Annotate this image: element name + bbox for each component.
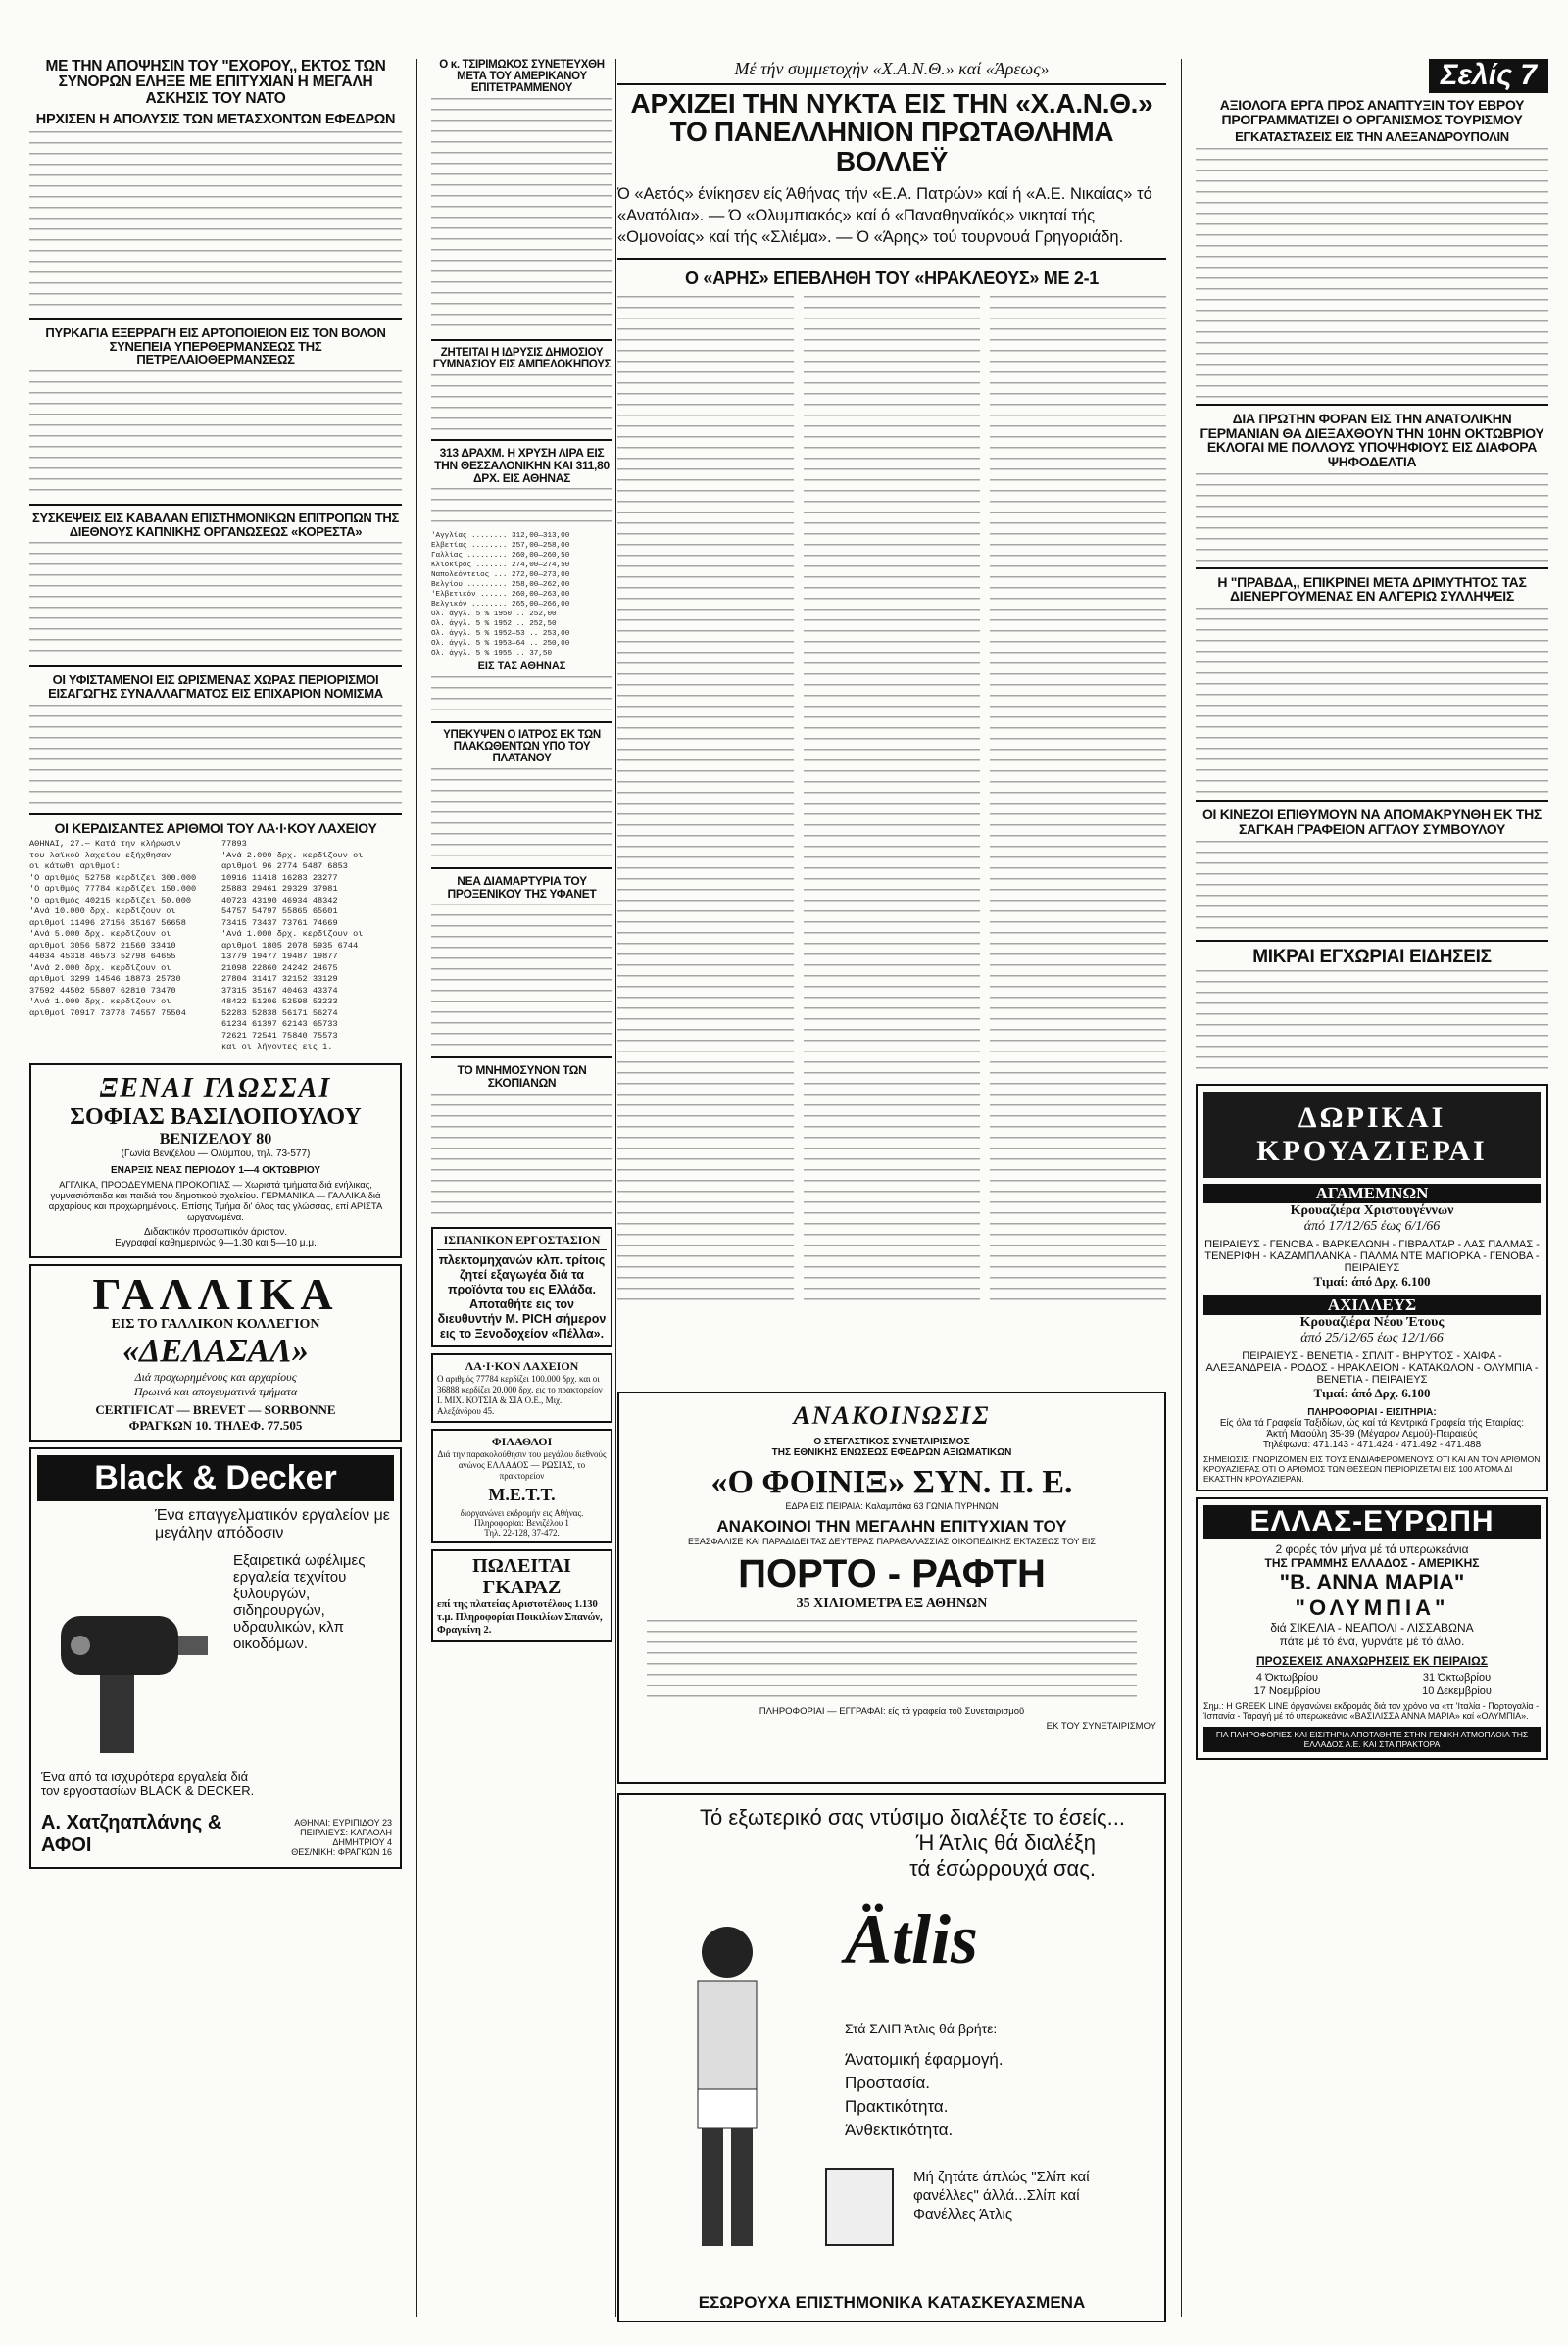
article-body — [431, 488, 612, 527]
headline-protest: ΝΕΑ ΔΙΑΜΑΡΤΥΡΙΑ ΤΟΥ ΠΡΟΞΕΝΙΚΟΥ ΤΗΣ ΥΦΑΝΕΤ — [447, 874, 597, 901]
ship-1-dates: άπό 17/12/65 έως 6/1/66 — [1303, 1219, 1441, 1235]
drill-icon — [41, 1577, 218, 1773]
ad-french-t2: Πρωινά και απογευματινά τμήματα — [133, 1384, 298, 1398]
atlis-ask: Μή ζητάτε άπλώς "Σλίπ καί φανέλλες" άλλά...Σλίπ καί Φανέλλες Άτλις — [913, 2169, 1090, 2223]
ge-route-2: πάτε μέ τό ένα, γυρνάτε μέ τό άλλο. — [1279, 1635, 1465, 1649]
ship-2-dates: άπό 25/12/65 έως 12/1/66 — [1300, 1331, 1444, 1346]
cruise-address: Άκτή Μιαούλη 35-39 (Μέγαρον Λεμού)-Πειραιεύς — [1266, 1429, 1478, 1441]
bd-addresses — [255, 1818, 392, 1857]
drill-illustration — [41, 1577, 218, 1773]
divider — [1196, 404, 1548, 406]
article-body — [431, 374, 612, 433]
article-body — [29, 131, 402, 313]
ad-spanish-text: πλεκτομηχανών κλπ. τρίτοις ζητεί εξαγωγέα διά τα προϊόντα του εις Ελλάδα. Αποταθήτε εις τον διευθυντήν Μ. PICH σήμερον εις το Ξενοδοχείον «Πέλλα». — [437, 1252, 607, 1341]
ad-hellas-europe — [1196, 1497, 1548, 1760]
cruise-note: ΣΗΜΕΙΩΣΙΣ: ΓΝΩΡΙΖΟΜΕΝ ΕΙΣ ΤΟΥΣ ΕΝΔΙΑΦΕΡΟΜΕΝΟΥΣ ΟΤΙ ΚΑΙ ΑΝ ΤΟΝ ΑΡΙΘΜΟΝ ΚΡΟΥΑΖΙΕΡΑΣ ΟΤΙ Ο ΑΡΙΘΜΟΣ ΤΩΝ ΘΕΣΕΩΝ ΠΕΡΙΟΡΙΖΕΤΑΙ ΕΙΣ 100 ΑΤΟΜΑ ΔΙ ΕΚΑΣΤΗΝ ΚΡΟΥΑΖΙΕΡΑΝ. — [1203, 1454, 1541, 1485]
ad-phoenix — [617, 1392, 1166, 1784]
ge-title: ΕΛΛΑΣ-ΕΥΡΩΠΗ — [1203, 1505, 1541, 1539]
headline-gold-pound: 313 ΔΡΑΧΜ. Η ΧΡΥΣΗ ΛΙΡΑ ΕΙΣ ΤΗΝ ΘΕΣΣΑΛΟΝΙΚΗΝ ΚΑΙ 311,80 ΔΡΧ. ΕΙΣ ΑΘΗΝΑΣ — [434, 446, 610, 485]
headline-gymnasium: ΖΗΤΕΙΤΑΙ Η ΙΔΡΥΣΙΣ ΔΗΜΟΣΙΟΥ ΓΥΜΝΑΣΙΟΥ ΕΙΣ ΑΜΠΕΛΟΚΗΠΟΥΣ — [432, 347, 612, 371]
ad-french-t3: CERTIFICAT — BREVET — SORBONNE — [95, 1401, 336, 1417]
ge-departure-4: 10 Δεκεμβρίου — [1422, 1686, 1492, 1698]
divider — [431, 339, 612, 341]
article-body — [431, 768, 612, 861]
headline-aris: Ο «ΑΡΗΣ» ΕΠΕΒΛΗΘΗ ΤΟΥ «ΗΡΑΚΛΕΟΥΣ» ΜΕ 2-1 — [684, 269, 1100, 289]
ship-2-route: ΠΕΙΡΑΙΕΥΣ - ΒΕΝΕΤΙΑ - ΣΠΛΙΤ - ΒΗΡΥΤΟΣ - ΧΑΙΦΑ - ΑΛΕΞΑΝΔΡΕΙΑ - ΡΟΔΟΣ - ΗΡΑΚΛΕΙΟΝ - ΚΑΤΑΚΩΛΟΝ - ΟΛΥΜΠΙΑ - ΒΕΝΕΤΙΑ - ΠΕΙΡΑΙΕΥΣ — [1205, 1350, 1539, 1387]
ad-phoenix-small: ΕΞΑΣΦΑΛΙΣΕ ΚΑΙ ΠΑΡΑΔΙΔΕΙ ΤΑΣ ΔΕΥΤΕΡΑΣ ΠΑΡΑΘΑΛΑΣΣΙΑΣ ΟΙΚΟΠΕΔΙΚΗΣ ΕΚΤΑΣΕΩΣ ΤΟΥ ΕΙΣ — [688, 1537, 1096, 1546]
ad-lottery-text: Ο αριθμός 77784 κερδίζει 100.000 δρχ. και οι 36888 κερδίζει 20.000 δρχ. εις το πρακτορείον Ι. ΜΙΧ. ΚΟΤΣΙΑ & ΣΙΑ Ο.Ε., Μιχ. Αλεξάνδρου 45. — [437, 1373, 603, 1416]
ad-phoenix-place: ΠΟΡΤΟ - ΡΑΦΤΗ — [738, 1552, 1046, 1595]
ge-ship-1: "Β. ΑΝΝΑ ΜΑΡΙΑ" — [1279, 1570, 1465, 1595]
ge-departure-3: 17 Νοεμβρίου — [1253, 1686, 1321, 1698]
ad-french-t1: Διά προχωρημένους και αρχαρίους — [134, 1369, 297, 1384]
ad-fans — [431, 1429, 612, 1543]
ge-route: διά ΣΙΚΕΛΙΑ - ΝΕΑΠΟΛΙ - ΛΙΣΣΑΒΩΝΑ — [1270, 1621, 1474, 1636]
headline-volos-fire: ΠΥΡΚΑΓΙΑ ΕΞΕΡΡΑΓΗ ΕΙΣ ΑΡΤΟΠΟΙΕΙΟΝ ΕΙΣ ΤΟΝ ΒΟΛΟΝ ΣΥΝΕΠΕΙΑ ΥΠΕΡΘΕΡΜΑΝΣΕΩΣ ΤΗΣ ΠΕΤΡΕΛΑΙΟΘΕΡΜΑΝΣΕΩΣ — [45, 325, 386, 367]
ad-atlis — [617, 1793, 1166, 2322]
column-4 — [1196, 59, 1548, 2326]
cruise-banner — [1203, 1092, 1541, 1178]
ad-phoenix-title: ΑΝΑΚΟΙΝΩΣΙΣ — [793, 1401, 991, 1430]
ad-french-title: ΓΑΛΛΙΚΑ — [92, 1268, 339, 1319]
bd-text-1: Ένα επαγγελματικόν εργαλείον με μεγάλην απόδοσιν — [155, 1506, 390, 1541]
ship-1-trip: Κρουαζιέρα Χριστουγέννων — [1290, 1203, 1454, 1219]
cruise-title: ΔΩΡΙΚΑΙ ΚΡΟΥΑΖΙΕΡΑΙ — [1256, 1101, 1488, 1168]
ge-departures-title: ΠΡΟΣΕΧΕΙΣ ΑΝΑΧΩΡΗΣΕΙΣ ΕΚ ΠΕΙΡΑΙΩΣ — [1256, 1654, 1488, 1669]
divider — [617, 258, 1166, 260]
ad-languages-period: ΕΝΑΡΞΙΣ ΝΕΑΣ ΠΕΡΙΟΔΟΥ 1—4 ΟΚΤΩΒΡΙΟΥ — [110, 1164, 321, 1176]
ad-french-sub: ΕΙΣ ΤΟ ΓΑΛΛΙΚΟΝ ΚΟΛΛΕΓΙΟΝ — [111, 1316, 320, 1332]
bd-dealer: Α. Χατζηαπλάνης & ΑΦΟΙ — [41, 1811, 222, 1856]
bd-text-2: Εξαιρετικά ωφέλιμες εργαλεία τεχνίτου ξυλουργών, σιδηρουργών, υδραυλικών, κλπ οικοδόμων. — [233, 1551, 366, 1652]
page-masthead — [1196, 59, 1548, 92]
ad-garage-title: ΠΩΛΕΙΤΑΙ ΓΚΑΡΑΖ — [472, 1554, 571, 1598]
atlis-features — [845, 2048, 1004, 2142]
divider — [29, 318, 402, 320]
ad-fans-name: Μ.Ε.Τ.Τ. — [488, 1484, 556, 1504]
ad-fans-tel: Τηλ. 22-128, 37-472. — [484, 1527, 560, 1538]
ad-fans-text: Διά την παρακολούθησιν του μεγάλου διεθνούς αγώνος ΕΛΛΑΔΟΣ — ΡΩΣΙΑΣ, το πρακτορείον — [437, 1448, 607, 1481]
ship-2-trip: Κρουαζιέρα Νέου Έτους — [1299, 1315, 1445, 1331]
headline-evros: ΑΞΙΟΛΟΓΑ ΕΡΓΑ ΠΡΟΣ ΑΝΑΠΤΥΞΙΝ ΤΟΥ ΕΒΡΟΥ ΠΡΟΓΡΑΜΜΑΤΙΖΕΙ Ο ΟΡΓΑΝΙΣΜΟΣ ΤΟΥΡΙΣΜΟΥ — [1219, 97, 1525, 127]
gold-price-table: 'Αγγλίας ........ 312,00—313,00 Ελβετίας ........ 257,00—258,00 Γαλλίας ......... 260,00—260,50 Κλιοκίρος ....... 274,00—274,50 Ναπολεόντειος ... 272,00—273,00 Βελγίου ......... 258,00—262,00 'Ελβετικόν ...... 260,00—263,00 Βελγικόν ........ 265,00—266,00 Ολ. άγγλ. 5 % 1950 .. 252,00 Ολ. άγγλ. 5 % 1952 .. 252,50 Ολ. άγγλ. 5 % 1952—53 .. 253,00 Ολ. άγγλ. 5 % 1953—64 .. 250,00 Ολ. άγγλ. 5 % 1955 .. 37,50 — [431, 532, 570, 659]
headline-currency: ΟΙ ΥΦΙΣΤΑΜΕΝΟΙ ΕΙΣ ΩΡΙΣΜΕΝΑΣ ΧΩΡΑΣ ΠΕΡΙΟΡΙΣΜΟΙ ΕΙΣΑΓΩΓΗΣ ΣΥΝΑΛΛΑΓΜΑΤΟΣ ΕΙΣ ΕΠΙΧΑΡΙΟΝ ΝΟΜΙΣΜΑ — [48, 672, 383, 701]
article-body — [29, 370, 402, 498]
divider — [431, 439, 612, 441]
ge-text-2: ΤΗΣ ΓΡΑΜΜΗΣ ΕΛΛΑΔΟΣ - ΑΜΕΡΙΚΗΣ — [1264, 1556, 1480, 1571]
ad-phoenix-km: 35 ΧΙΛΙΟΜΕΤΡΑ ΕΞ ΑΘΗΝΩΝ — [796, 1596, 988, 1611]
cruise-info-2: Είς όλα τά Γραφεία Ταξιδίων, ώς καί τά Κεντρικά Γραφεία τής Εταιρίας: — [1219, 1418, 1525, 1430]
main-headline: ΑΡΧΙΖΕΙ ΤΗΝ ΝΥΚΤΑ ΕΙΣ ΤΗΝ «Χ.Α.Ν.Θ.» ΤΟ ΠΑΝΕΛΛΗΝΙΟΝ ΠΡΩΤΑΘΛΗΜΑ ΒΟΛΛΕΫ — [617, 83, 1166, 175]
ge-footer: ΓΙΑ ΠΛΗΡΟΦΟΡΙΕΣ ΚΑΙ ΕΙΣΙΤΗΡΙΑ ΑΠΟΤΑΘΗΤΕ ΣΤΗΝ ΓΕΝΙΚΗ ΑΤΜΟΠΛΟΙΑ ΤΗΣ ΕΛΛΑΔΟΣ Α.Ε. ΚΑΙ ΣΤΑ ΠΡΑΚΤΟΡΑ — [1203, 1727, 1541, 1752]
article-body — [990, 296, 1166, 1305]
ad-french-name: «ΔΕΛΑΣΑΛ» — [122, 1332, 309, 1369]
gold-footer: ΕΙΣ ΤΑΣ ΑΘΗΝΑΣ — [477, 660, 566, 673]
subheadline-reservists: ΗΡΧΙΣΕΝ Η ΑΠΟΛΥΣΙΣ ΤΩΝ ΜΕΤΑΣΧΟΝΤΩΝ ΕΦΕΔΡΩΝ — [35, 111, 396, 127]
atlis-feature-1: Άνατομική έφαρμογή. — [845, 2050, 1004, 2069]
headline-east-germany: ΔΙΑ ΠΡΩΤΗΝ ΦΟΡΑΝ ΕΙΣ ΤΗΝ ΑΝΑΤΟΛΙΚΗΝ ΓΕΡΜΑΝΙΑΝ ΘΑ ΔΙΕΞΑΧΘΟΥΝ ΤΗΝ 10ΗΝ ΟΚΤΩΒΡΙΟΥ ΕΚΛΟΓΑΙ ΜΕ ΠΟΛΛΟΥΣ ΥΠΟΨΗΦΙΟΥΣ ΕΙΣ ΔΙΑΦΟΡΑ ΨΗΦΟΔΕΛΤΙΑ — [1200, 411, 1544, 470]
ship-1-price: Τιμαί: άπό Δρχ. 6.100 — [1313, 1274, 1431, 1290]
ship-2-price: Τιμαί: άπό Δρχ. 6.100 — [1313, 1386, 1431, 1401]
ad-lottery-title: ΛΑ·Ι·ΚΟΝ ΛΑΧΕΙΟΝ — [465, 1358, 579, 1373]
article-body — [29, 542, 402, 660]
article-body — [431, 904, 612, 1051]
ad-phoenix-info: ΠΛΗΡΟΦΟΡΙΑΙ — ΕΓΓΡΑΦΑΙ: είς τά γραφεία τοῦ Συνεταιρισμοῦ — [759, 1706, 1025, 1717]
column-1 — [29, 59, 402, 2326]
ad-languages — [29, 1063, 402, 1258]
page-number: Σελίς 7 — [1429, 59, 1548, 93]
atlis-where: Στά ΣΛΙΠ Άτλις θά βρήτε: — [845, 2021, 998, 2036]
ad-languages-title: ΞΕΝΑΙ ΓΛΩΣΣΑΙ — [99, 1072, 332, 1103]
divider — [29, 504, 402, 506]
article-body — [1196, 608, 1548, 794]
headline-memorial: ΤΟ ΜΝΗΜΟΣΥΝΟΝ ΤΩΝ ΣΚΟΠΙΑΝΩΝ — [457, 1063, 587, 1091]
article-body — [804, 296, 980, 1305]
lottery-results — [29, 839, 402, 1053]
lottery-left: ΑΘΗΝΑΙ, 27.— Κατά την κλήρωσιν του λαϊκού λαχείου εξήχθησαν οι κάτωθι αριθμοί: 'Ο αριθμός 52758 κερδίζει 300.000 'Ο αριθμός 77784 κερδίζει 150.000 'Ο αριθμός 40215 κερδίζει 50.000 'Ανά 10.000 δρχ. κερδίζουν οι αριθμοί 11496 27156 35167 56658 'Ανά 5.000 δρχ. κερδίζουν οι αριθμοί 3056 5872 21560 33410 44034 45318 46573 52798 64655 'Ανά 2.000 δρχ. κερδίζουν οι αριθμοί 3299 14546 18873 25730 37592 44502 55807 62810 73470 'Ανά 1.000 δρχ. κερδίζουν οι αριθμοί 70917 73778 74557 75504 — [29, 839, 197, 1018]
ad-spanish-factory — [431, 1227, 612, 1347]
divider — [29, 813, 402, 815]
headline-doctor: ΥΠΕΚΥΨΕΝ Ο ΙΑΤΡΟΣ ΕΚ ΤΩΝ ΠΛΑΚΩΘΕΝΤΩΝ ΥΠΟ ΤΟΥ ΠΛΑΤΑΝΟΥ — [443, 729, 601, 765]
divider — [1196, 800, 1548, 802]
bd-text-3: Ένα από τα ισχυρότερα εργαλεία διά τον εργοστασίων BLACK & DECKER. — [41, 1768, 255, 1798]
ship-1-route: ΠΕΙΡΑΙΕΥΣ - ΓΕΝΟΒΑ - ΒΑΡΚΕΛΩΝΗ - ΓΙΒΡΑΛΤΑΡ - ΛΑΣ ΠΑΛΜΑΣ - ΤΕΝΕΡΙΦΗ - ΚΑΖΑΜΠΛΑΝΚΑ - ΠΑΛΜΑ ΝΤΕ ΜΑΓΙΟΡΚΑ - ΓΕΝΟΒΑ - ΠΕΙΡΑΙΕΥΣ — [1204, 1239, 1540, 1275]
article-body — [1196, 970, 1548, 1078]
bd-address-3: ΘΕΣ/ΝΙΚΗ: ΦΡΑΓΚΩΝ 16 — [291, 1846, 392, 1857]
headline-shanghai: ΟΙ ΚΙΝΕΖΟΙ ΕΠΙΘΥΜΟΥΝ ΝΑ ΑΠΟΜΑΚΡΥΝΘΗ ΕΚ ΤΗΣ ΣΑΓΚΑΗ ΓΡΑΦΕΙΟΝ ΑΓΓΛΟΥ ΣΥΜΒΟΥΛΟΥ — [1201, 806, 1543, 837]
column-3 — [617, 59, 1166, 2326]
ad-fans-text-2: διοργανώνει εκδρομήν εις Αθήνας. — [460, 1507, 584, 1518]
ad-garage — [431, 1549, 612, 1642]
atlis-box-icon — [825, 2168, 894, 2246]
ge-departures — [1203, 1672, 1541, 1697]
column-2 — [431, 59, 612, 2326]
column-rule — [615, 59, 616, 2317]
divider — [431, 1056, 612, 1058]
ad-phoenix-info-2: ΕΚ ΤΟΥ ΣΥΝΕΤΑΙΡΙΣΜΟΥ — [1046, 1721, 1156, 1732]
ad-phoenix-name: «Ο ΦΟΙΝΙΞ» ΣΥΝ. Π. Ε. — [710, 1464, 1073, 1500]
divider — [431, 721, 612, 723]
ad-fans-info: Πληροφορίαι: Βενιζέλου 1 — [474, 1517, 569, 1528]
headline-local-news: ΜΙΚΡΑΙ ΕΓΧΩΡΙΑΙ ΕΙΔΗΣΕΙΣ — [1252, 946, 1492, 967]
ad-lottery — [431, 1353, 612, 1423]
lottery-right: 77893 'Ανά 2.000 δρχ. κερδίζουν οι αριθμοί 96 2774 5487 6853 10916 11418 16283 23277 25883 29461 29329 37981 40723 43190 46934 48342 54757 54797 55865 65601 73415 73437 73761 74669 'Ανά 1.000 δρχ. κερδίζουν οι αριθμοί 1805 2078 5935 6744 13779 19477 19487 19877 21098 22860 24242 24675 27804 31417 32152 33129 37315 35167 40463 43374 48422 51306 52598 53233 52283 52838 56171 56274 61234 61397 62143 65733 72621 72541 75840 75573 και οι λήγοντες εις 1. — [221, 839, 364, 1052]
divider — [431, 867, 612, 869]
ad-french-college — [29, 1264, 402, 1442]
column-rule — [1181, 59, 1182, 2317]
divider — [1196, 567, 1548, 569]
atlis-head: Τό εξωτερικό σας ντύσιμο διαλέξτε το έσείς... — [700, 1805, 1125, 1830]
atlis-footer: ΕΣΩΡΟΥΧΑ ΕΠΙΣΤΗΜΟΝΙΚΑ ΚΑΤΑΣΚΕΥΑΣΜΕΝΑ — [698, 2293, 1086, 2312]
ship-2-name: ΑΧΙΛΛΕΥΣ — [1203, 1295, 1541, 1315]
ad-fans-title: ΦΙΛΑΘΛΟΙ — [491, 1434, 553, 1448]
ad-languages-address-2: (Γωνία Βενιζέλου — Ολύμπου, τηλ. 73-577) — [121, 1148, 311, 1159]
ad-phoenix-big: ΑΝΑΚΟΙΝΟΙ ΤΗΝ ΜΕΓΑΛΗΝ ΕΠΙΤΥΧΙΑΝ ΤΟΥ — [716, 1517, 1067, 1536]
article-body — [431, 98, 612, 333]
ad-spanish-title: ΙΣΠΑΝΙΚΟΝ ΕΡΓΟΣΤΑΣΙΟΝ — [437, 1233, 607, 1250]
article-body — [617, 296, 794, 1305]
lead-text: Ό «Αετός» ένίκησεν είς Άθήνας τήν «Ε.Α. Πατρών» καί ή «Α.Ε. Νικαίας» τό «Ανατόλια». — Ό «Ολυμπιακός» καί ό «Παναθηναϊκός» νικηταί τής «Ομονοίας» καί τής «Σλιέμα». — Ό «Άρης» τού τουρνουά Γρηγοριάδη. — [617, 185, 1152, 247]
ad-phoenix-sub-2: ΤΗΣ ΕΘΝΙΚΗΣ ΕΝΩΣΕΩΣ ΕΦΕΔΡΩΝ ΑΞΙΩΜΑΤΙΚΩΝ — [771, 1447, 1012, 1458]
ge-departure-2: 31 Όκτωβρίου — [1422, 1672, 1492, 1685]
ad-garage-text: επί της πλατείας Αριστοτέλους 1.130 τ.μ. Πληροφορίαι Ποικιλίων Σπανών, Φραγκίνη 2. — [437, 1598, 603, 1636]
ship-1-name: ΑΓΑΜΕΜΝΩΝ — [1203, 1184, 1541, 1203]
divider — [29, 665, 402, 667]
ad-languages-staff: Διδακτικόν προσωπικόν άριστον. — [144, 1226, 287, 1238]
ad-phoenix-sub-1: Ο ΣΤΕΓΑΣΤΙΚΟΣ ΣΥΝΕΤΑΙΡΙΣΜΟΣ — [813, 1437, 970, 1447]
subheadline-alexandroupolis: ΕΓΚΑΤΑΣΤΑΣΕΙΣ ΕΙΣ ΤΗΝ ΑΛΕΞΑΝΔΡΟΥΠΟΛΙΝ — [1235, 129, 1509, 145]
atlis-feature-4: Άνθεκτικότητα. — [845, 2121, 954, 2139]
ad-languages-hours: Εγγραφαί καθημερινώς 9—1.30 και 5—10 μ.μ. — [115, 1237, 317, 1248]
atlis-feature-2: Προστασία. — [845, 2074, 931, 2092]
black-decker-logo — [37, 1455, 394, 1501]
headline-kavala-tobacco: ΣΥΣΚΕΨΕΙΣ ΕΙΣ ΚΑΒΑΛΑΝ ΕΠΙΣΤΗΜΟΝΙΚΩΝ ΕΠΙΤΡΟΠΩΝ ΤΗΣ ΔΙΕΘΝΟΥΣ ΚΑΠΝΙΚΗΣ ΟΡΓΑΝΩΣΕΩΣ «ΚΟΡΕΣΤΑ» — [31, 510, 400, 539]
atlis-feature-3: Πρακτικότητα. — [845, 2097, 949, 2116]
ge-ship-2: "ΟΛΥΜΠΙΑ" — [1295, 1595, 1449, 1621]
ad-languages-text: ΑΓΓΛΙΚΑ, ΠΡΟΟΔΕΥΜΕΝΑ ΠΡΟΚΟΠΙΑΣ — Χωριστά τμήματα διά ενήλικας, γυμνασιόπαιδα και παιδιά του δημοτικού σχολείου. ΓΕΡΜΑΝΙΚΑ — ΓΑΛΛΙΚΑ διά αρχαρίους και προχωρημένους. Επίσης Τμήμα δι' όλας τας γλώσσας, επί ΑΡΙΣΤΑ ωργανωμένα. — [48, 1179, 383, 1223]
headline-tsirimokos: Ο κ. ΤΣΙΡΙΜΩΚΟΣ ΣΥΝΕΤΕΥΧΘΗ ΜΕΤΑ ΤΟΥ ΑΜΕΡΙΚΑΝΟΥ ΕΠΙΤΕΤΡΑΜΜΕΝΟΥ — [439, 59, 605, 95]
article-body — [1196, 473, 1548, 562]
ad-french-t4: ΦΡΑΓΚΩΝ 10. ΤΗΛΕΦ. 77.505 — [128, 1417, 303, 1433]
ad-phoenix-seat: ΕΔΡΑ ΕΙΣ ΠΕΙΡΑΙΑ: Καλαμπάκα 63 ΓΩΝΙΑ ΠΥΡΗΝΩΝ — [785, 1501, 999, 1511]
ad-phoenix-body — [647, 1620, 1137, 1698]
atlis-model — [659, 1913, 796, 2266]
cruise-info: ΠΛΗΡΟΦΟΡΙΑΙ - ΕΙΣΙΤΗΡΙΑ: — [1307, 1407, 1437, 1419]
article-body — [1196, 148, 1548, 398]
cruise-tel: Τηλέφωνα: 471.143 - 471.424 - 471.492 - 471.488 — [1262, 1440, 1482, 1451]
divider — [1196, 940, 1548, 942]
column-rule — [416, 59, 417, 2317]
ad-languages-address: ΒΕΝΙΖΕΛΟΥ 80 — [159, 1130, 272, 1148]
ad-black-decker — [29, 1447, 402, 1869]
ge-departure-1: 4 Όκτωβρίου — [1255, 1672, 1319, 1685]
bd-address-1: ΑΘΗΝΑΙ: ΕΥΡΙΠΙΔΟΥ 23 — [294, 1817, 392, 1828]
ge-text-1: 2 φορές τόν μήνα μέ τά υπερωκεάνια — [1275, 1542, 1469, 1557]
ad-doric-cruises — [1196, 1084, 1548, 1491]
article-body — [1196, 841, 1548, 934]
headline-nato-exercise: ΜΕ ΤΗΝ ΑΠΟΨΗΣΙΝ ΤΟΥ "ΕΧΟΡΟΥ,, ΕΚΤΟΣ ΤΩΝ ΣΥΝΟΡΩΝ ΕΛΗΞΕ ΜΕ ΕΠΙΤΥΧΙΑΝ Η ΜΕΓΑΛΗ ΑΣΚΗΣΙΣ ΤΟΥ ΝΑΤΟ — [45, 59, 386, 107]
article-body — [29, 705, 402, 807]
ge-note: Σημ.: Η GREEK LINE όργανώνει εκδρομάς διά τον χρόνο να «ττ 'Ιταλία - Πορτογαλία - Ίσπανία - Ταραγή μέ τό υπερωκεάνιο «ΒΑΣΙΛΙΣΣΑ ΑΝΝΑ ΜΑΡΙΑ» καί «ΟΛΥΜΠΙΑ». — [1203, 1701, 1540, 1722]
atlis-head-2: Ή Άτλις θά διαλέξη τά έσώρρουχά σας. — [909, 1831, 1096, 1881]
black-decker-brand: Black & Decker — [94, 1458, 337, 1496]
man-figure-icon — [659, 1913, 796, 2266]
atlis-logo: Ätlis — [845, 1900, 979, 1979]
headline-pravda: Η "ΠΡΑΒΔΑ,, ΕΠΙΚΡΙΝΕΙ ΜΕΤΑ ΔΡΙΜΥΤΗΤΟΣ ΤΑΣ ΔΙΕΝΕΡΓΟΥΜΕΝΑΣ ΕΝ ΑΛΓΕΡΙΩ ΣΥΛΛΗΨΕΙΣ — [1217, 573, 1527, 605]
bd-address-2: ΠΕΙΡΑΙΕΥΣ: ΚΑΡΑΟΛΗ ΔΗΜΗΤΡΙΟΥ 4 — [300, 1827, 392, 1847]
sports-columns — [617, 292, 1166, 1309]
article-body — [431, 676, 612, 715]
headline-lottery: ΟΙ ΚΕΡΔΙΣΑΝΤΕΣ ΑΡΙΘΜΟΙ ΤΟΥ ΛΑ·Ι·ΚΟΥ ΛΑΧΕΙΟΥ — [54, 819, 377, 836]
article-body — [431, 1094, 612, 1221]
kicker: Μέ τήν συμμετοχήν «Χ.Α.Ν.Θ.» καί «Άρεως» — [734, 59, 1050, 78]
ad-languages-name: ΣΟΦΙΑΣ ΒΑΣΙΛΟΠΟΥΛΟΥ — [70, 1103, 362, 1130]
